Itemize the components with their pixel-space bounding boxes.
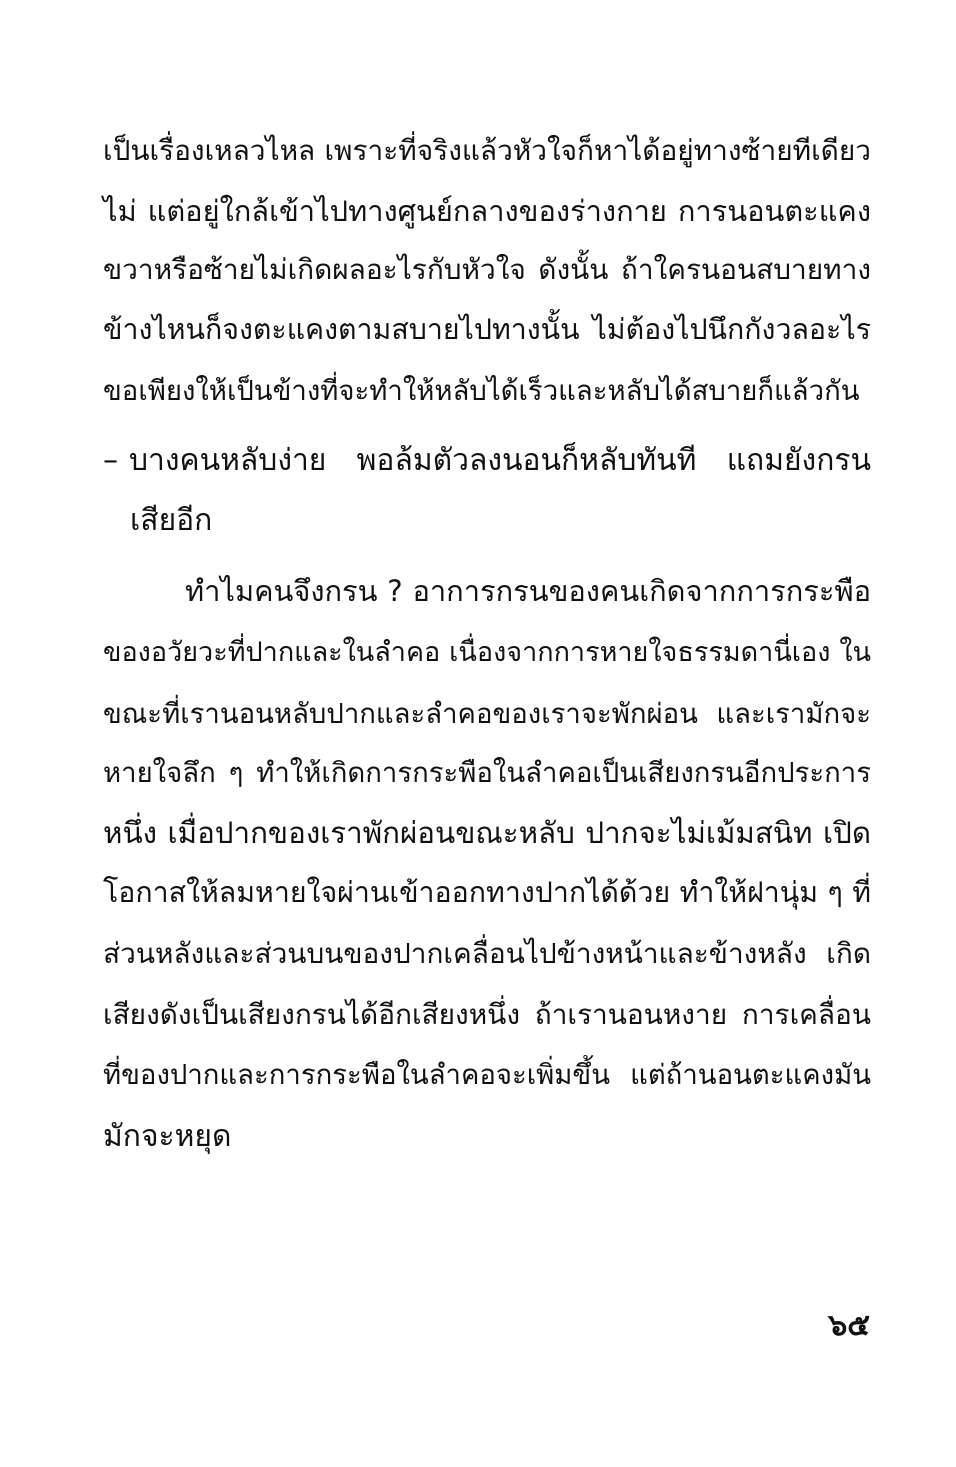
paragraph-2-line-2: ของอวัยวะที่ปากและในลำคอ เนื่องจากการหายใจธรรมดานี่เอง ใน xyxy=(103,637,871,668)
paragraph-1-line-4: ข้างไหนก็จงตะแคงตามสบายไปทางนั้น ไม่ต้องไปนึกกังวลอะไร xyxy=(103,313,871,346)
paragraph-1-line-2: ไม่ แต่อยู่ใกล้เข้าไปทางศูนย์กลางของร่างกาย การนอนตะแคง xyxy=(103,194,871,228)
paragraph-2-line-7: ส่วนหลังและส่วนบนของปากเคลื่อนไปข้างหน้าและข้างหลัง เกิด xyxy=(103,937,871,970)
paragraph-2-line-1: ทำไมคนจึงกรน ? อาการกรนของคนเกิดจากการกระพือ xyxy=(185,574,871,608)
paragraph-2-line-3: ขณะที่เรานอนหลับปากและลำคอของเราจะพักผ่อน และเรามักจะ xyxy=(103,698,871,730)
paragraph-2-line-10: มักจะหยุด xyxy=(103,1119,232,1154)
paragraph-1-line-3: ขวาหรือซ้ายไม่เกิดผลอะไรกับหัวใจ ดังนั้น ถ้าใครนอนสบายทาง xyxy=(103,253,871,286)
paragraph-2-line-8: เสียงดังเป็นเสียงกรนได้อีกเสียงหนึ่ง ถ้าเรานอนหงาย การเคลื่อน xyxy=(103,998,871,1031)
bullet-line-2: เสียอีก xyxy=(130,503,213,538)
paragraph-1-line-5: ขอเพียงให้เป็นข้างที่จะทำให้หลับได้เร็วและหลับได้สบายก็แล้วกัน xyxy=(103,375,860,407)
page-number: ๖๕ xyxy=(828,1308,870,1343)
paragraph-2-line-5: หนึ่ง เมื่อปากของเราพักผ่อนขณะหลับ ปากจะไม่เม้มสนิท เปิด xyxy=(103,816,871,850)
paragraph-1-line-1: เป็นเรื่องเหลวไหล เพราะที่จริงแล้วหัวใจก็หาได้อยู่ทางซ้ายทีเดียว xyxy=(103,134,871,167)
bullet-line-1: บางคนหลับง่าย พอล้มตัวลงนอนก็หลับทันที แถมยังกรน xyxy=(129,443,871,478)
bullet-dash: – xyxy=(103,443,118,478)
paragraph-2-line-9: ที่ของปากและการกระพือในลำคอจะเพิ่มขึ้น แต่ถ้านอนตะแคงมัน xyxy=(103,1059,871,1091)
bullet-item xyxy=(103,431,871,491)
paragraph-2-line-4: หายใจลึก ๆ ทำให้เกิดการกระพือในลำคอเป็นเสียงกรนอีกประการ xyxy=(103,757,871,789)
paragraph-2-line-6: โอกาสให้ลมหายใจผ่านเข้าออกทางปากได้ด้วย ทำให้ฝานุ่ม ๆ ที่ xyxy=(103,876,871,909)
